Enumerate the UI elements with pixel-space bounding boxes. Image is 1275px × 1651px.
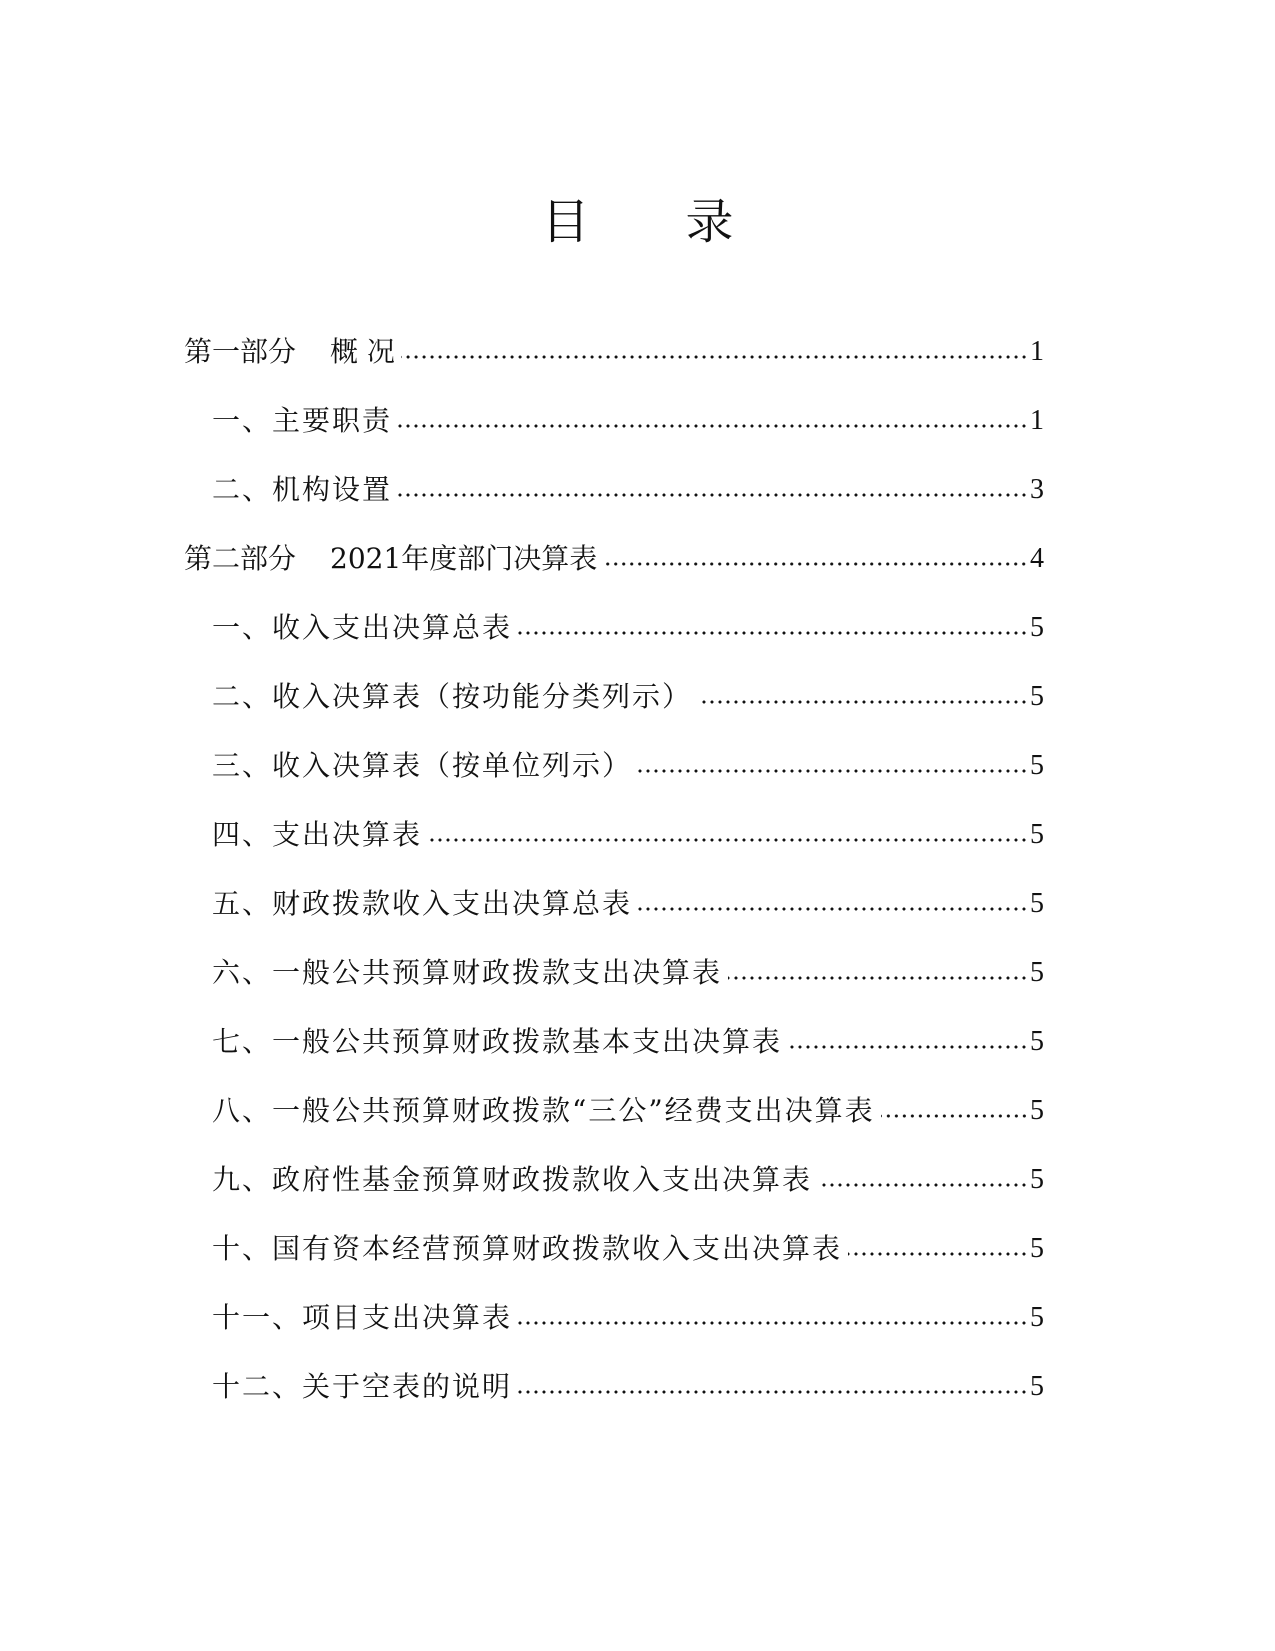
toc-entry[interactable] bbox=[212, 671, 1044, 715]
dot-leader bbox=[401, 353, 1028, 361]
toc-entry-label: 二、机构设置 bbox=[212, 473, 393, 506]
dot-leader bbox=[398, 491, 1028, 499]
dot-leader bbox=[603, 560, 1028, 568]
toc-page-number: 5 bbox=[1030, 1164, 1044, 1195]
toc-part-1[interactable] bbox=[184, 326, 1044, 370]
toc-part-1-name: 概 况 bbox=[330, 335, 395, 368]
toc-entry[interactable] bbox=[212, 395, 1044, 439]
dot-leader bbox=[818, 1181, 1028, 1189]
toc-entry[interactable] bbox=[212, 1223, 1044, 1267]
dot-leader bbox=[518, 1388, 1028, 1396]
dot-leader bbox=[698, 698, 1028, 706]
toc-entry-label: 一、主要职责 bbox=[212, 404, 393, 437]
toc-page-number: 4 bbox=[1030, 543, 1044, 574]
toc-entry-label: 六、一般公共预算财政拨款支出决算表 bbox=[212, 956, 723, 989]
toc-entry-label: 七、一般公共预算财政拨款基本支出决算表 bbox=[212, 1025, 783, 1058]
toc-page-number: 5 bbox=[1030, 1371, 1044, 1402]
toc-entry-label: 十二、关于空表的说明 bbox=[212, 1370, 513, 1403]
toc-entry-label: 九、政府性基金预算财政拨款收入支出决算表 bbox=[212, 1163, 813, 1196]
toc-entry-label: 八、一般公共预算财政拨款“三公”经费支出决算表 bbox=[212, 1094, 875, 1127]
dot-leader bbox=[518, 1319, 1028, 1327]
toc-page-number: 5 bbox=[1030, 819, 1044, 850]
toc-entry-label: 三、收入决算表（按单位列示） bbox=[212, 749, 633, 782]
toc-part-2-prefix: 第二部分 bbox=[184, 542, 297, 575]
dot-leader bbox=[398, 422, 1028, 430]
dot-leader bbox=[638, 905, 1028, 913]
toc-part-1-prefix: 第一部分 bbox=[184, 335, 297, 368]
toc-entry[interactable] bbox=[212, 464, 1044, 508]
toc-page-number: 5 bbox=[1030, 681, 1044, 712]
toc-page-number: 5 bbox=[1030, 957, 1044, 988]
page-title-char-2: 录 bbox=[685, 194, 734, 250]
toc-entry-label: 四、支出决算表 bbox=[212, 818, 423, 851]
toc-page-number: 5 bbox=[1030, 1095, 1044, 1126]
toc-entry-label: 二、收入决算表（按功能分类列示） bbox=[212, 680, 693, 713]
dot-leader bbox=[848, 1250, 1028, 1258]
dot-leader bbox=[428, 836, 1028, 844]
dot-leader bbox=[881, 1112, 1028, 1120]
toc-entry[interactable] bbox=[212, 809, 1044, 853]
toc-part-2[interactable] bbox=[184, 533, 1044, 577]
dot-leader bbox=[788, 1043, 1028, 1051]
toc-page-number: 5 bbox=[1030, 750, 1044, 781]
toc-part-2-label bbox=[184, 541, 603, 577]
toc-entry-label: 一、收入支出决算总表 bbox=[212, 611, 513, 644]
toc-entry[interactable] bbox=[212, 947, 1044, 991]
dot-leader bbox=[728, 974, 1028, 982]
toc-entry-label: 十、国有资本经营预算财政拨款收入支出决算表 bbox=[212, 1232, 843, 1265]
toc-page-number: 5 bbox=[1030, 1233, 1044, 1264]
toc-part-1-label bbox=[184, 334, 401, 370]
toc-entry[interactable] bbox=[212, 602, 1044, 646]
toc-page-number: 5 bbox=[1030, 1026, 1044, 1057]
toc-page-number: 5 bbox=[1030, 1302, 1044, 1333]
toc-entry[interactable] bbox=[212, 1085, 1044, 1129]
toc-entry[interactable] bbox=[212, 1016, 1044, 1060]
toc-entry[interactable] bbox=[212, 1154, 1044, 1198]
toc-entry-label: 五、财政拨款收入支出决算总表 bbox=[212, 887, 633, 920]
toc-entry[interactable] bbox=[212, 740, 1044, 784]
dot-leader bbox=[638, 767, 1028, 775]
dot-leader bbox=[518, 629, 1028, 637]
toc-entry[interactable] bbox=[212, 1292, 1044, 1336]
toc-page-number: 1 bbox=[1030, 336, 1044, 367]
page-title-char-1: 目 bbox=[541, 194, 590, 250]
toc-page-number: 3 bbox=[1030, 474, 1044, 505]
toc-entry[interactable] bbox=[212, 1361, 1044, 1405]
toc-entry[interactable] bbox=[212, 878, 1044, 922]
toc-page-number: 5 bbox=[1030, 612, 1044, 643]
toc-entry-label: 十一、项目支出决算表 bbox=[212, 1301, 513, 1334]
toc-page-number: 1 bbox=[1030, 405, 1044, 436]
toc-page-number: 5 bbox=[1030, 888, 1044, 919]
toc-part-2-name: 2021年度部门决算表 bbox=[330, 542, 598, 575]
